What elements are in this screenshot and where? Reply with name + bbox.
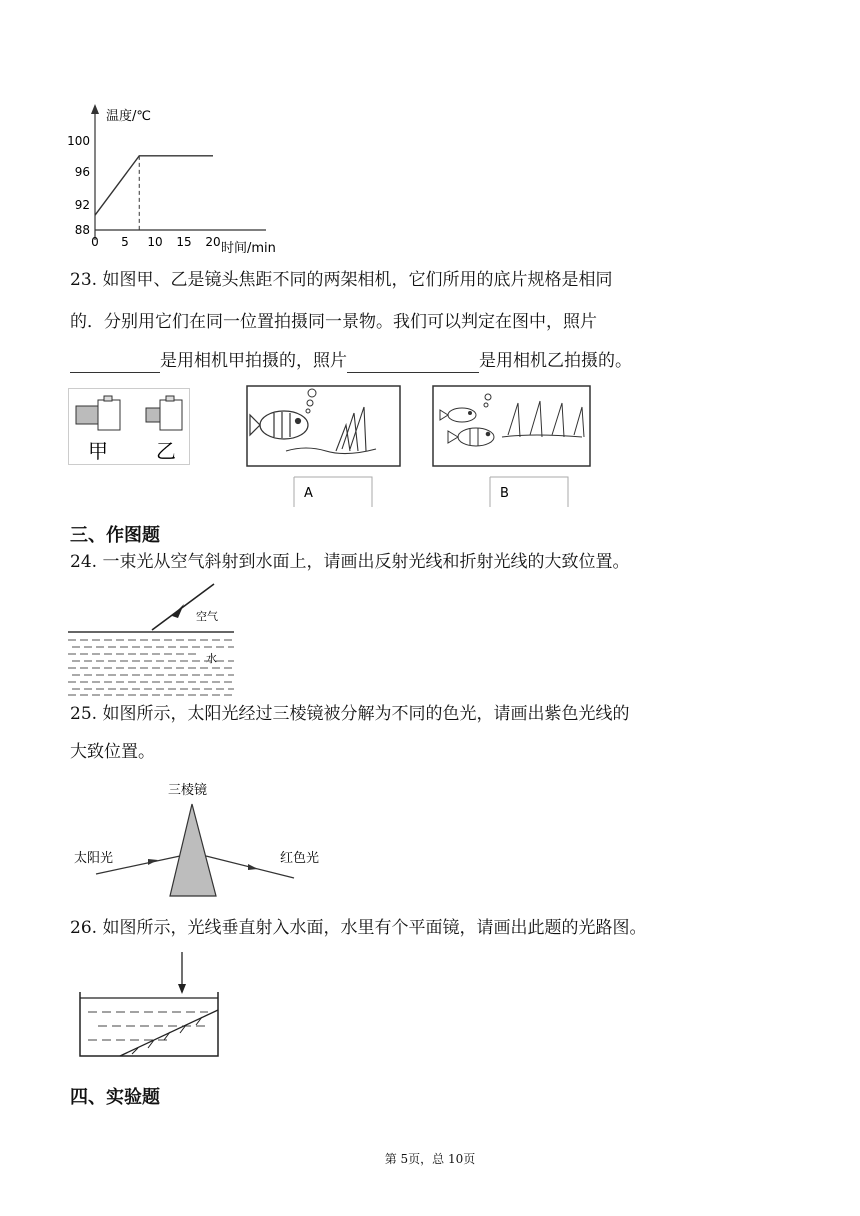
q24-figure xyxy=(68,582,234,698)
sunlight-arrow xyxy=(148,859,158,865)
q23-line2: 的．分别用它们在同一位置拍摄同一景物。我们可以判定在图中，照片 xyxy=(70,312,597,332)
camera-jia-label: 甲 xyxy=(88,439,108,463)
x-tick-20: 20 xyxy=(205,235,221,249)
temperature-chart xyxy=(66,100,296,260)
y-tick-96: 96 xyxy=(74,165,90,179)
water-label: 水 xyxy=(206,652,217,665)
red-light-arrow xyxy=(248,864,258,870)
y-axis-label: 温度/℃ xyxy=(106,109,151,124)
section-3-heading: 三、作图题 xyxy=(70,525,160,546)
vertical-ray-arrow xyxy=(178,984,186,994)
q23-line1: 23. 如图甲、乙是镜头焦距不同的两架相机，它们所用的底片规格是相同 xyxy=(70,270,613,290)
sunlight-label: 太阳光 xyxy=(74,851,114,866)
q26-figure xyxy=(78,952,222,1060)
q23-line3 xyxy=(70,349,632,373)
section-4-heading: 四、实验题 xyxy=(70,1087,160,1108)
water-dashes xyxy=(88,1012,208,1040)
y-tick-88: 88 xyxy=(74,223,90,237)
photo-b-frame xyxy=(433,386,590,466)
x-tick-0: 0 xyxy=(91,235,99,249)
photo-b-label: B xyxy=(500,486,509,501)
q26-text: 26. 如图所示，光线垂直射入水面，水里有个平面镜，请画出此题的光路图。 xyxy=(70,918,647,938)
incident-ray-arrow xyxy=(172,604,184,618)
photo-a-frame xyxy=(247,386,400,466)
photo-a-label: A xyxy=(304,486,313,501)
red-light-label: 红色光 xyxy=(280,851,320,866)
air-label: 空气 xyxy=(196,610,218,623)
camera-yi-label: 乙 xyxy=(156,439,176,463)
x-tick-5: 5 xyxy=(121,235,129,249)
photo-a-figure xyxy=(246,385,402,509)
answer-blank-jia[interactable] xyxy=(70,354,160,373)
incident-ray xyxy=(152,584,214,630)
x-tick-15: 15 xyxy=(176,235,192,249)
q25-line1: 25. 如图所示，太阳光经过三棱镜被分解为不同的色光，请画出紫色光线的 xyxy=(70,704,630,724)
y-tick-100: 100 xyxy=(67,134,90,148)
prism-icon xyxy=(170,804,216,896)
temperature-series-line xyxy=(95,156,213,215)
q25-line2: 大致位置。 xyxy=(70,742,155,762)
answer-blank-yi[interactable] xyxy=(347,354,479,373)
q25-figure xyxy=(68,776,338,902)
y-axis-arrow xyxy=(91,104,99,114)
water-dashes xyxy=(68,640,234,695)
photo-b-figure xyxy=(432,385,592,509)
cameras-figure xyxy=(68,388,190,466)
x-tick-10: 10 xyxy=(147,235,163,249)
page-footer: 第 5页，总 10页 xyxy=(384,1152,476,1166)
x-axis-label: 时间/min xyxy=(221,241,276,256)
q23-line3-text-b: 是用相机乙拍摄的。 xyxy=(479,351,632,371)
q24-text: 24. 一束光从空气斜射到水面上，请画出反射光线和折射光线的大致位置。 xyxy=(70,552,630,572)
q23-line3-text-a: 是用相机甲拍摄的，照片 xyxy=(160,351,347,371)
y-tick-92: 92 xyxy=(74,198,90,212)
prism-label: 三棱镜 xyxy=(168,783,208,798)
